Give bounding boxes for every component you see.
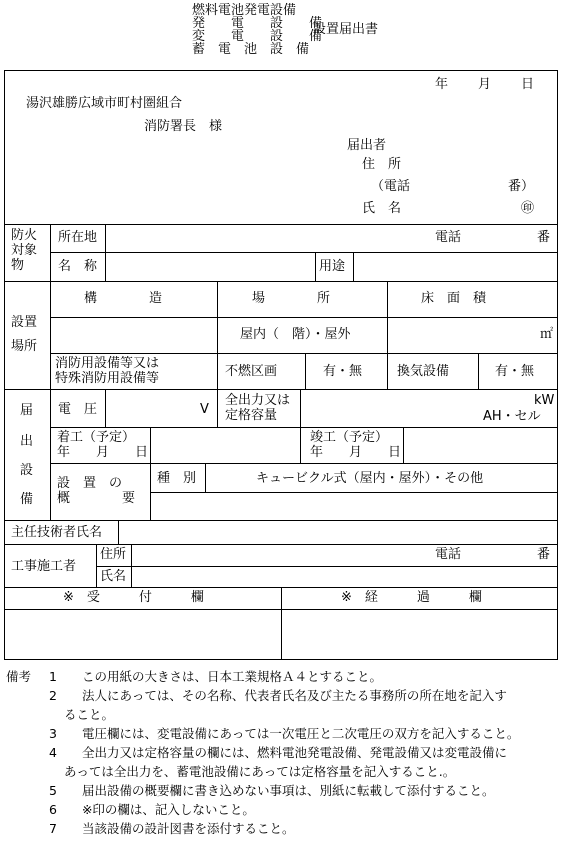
- equip-group-2: 出: [20, 434, 34, 449]
- date-day: 日: [521, 77, 535, 92]
- remark-1: 1 この用紙の大きさは、日本工業規格Ａ４とすること。: [49, 669, 382, 684]
- remark-2b: ること。: [64, 707, 115, 722]
- place-header: 場 所: [252, 291, 331, 306]
- progress-column-header: ※ 経 過 欄: [341, 590, 482, 605]
- finish-date-line2: 年 月 日: [310, 445, 402, 460]
- remark-2a: 2 法人にあっては、その名称、代表者氏名及び主たる事務所の所在地を記入す: [49, 688, 507, 703]
- chief-engineer-label: 主任技術者氏名: [11, 525, 103, 540]
- date-month: 月: [478, 77, 492, 92]
- floor-area-header: 床 面 積: [421, 291, 487, 306]
- addressee: 湯沢雄勝広域市町村圏組合: [26, 96, 183, 111]
- summary-line1: 設 置 の: [57, 476, 123, 491]
- contractor-phone-ban: 番: [537, 547, 551, 562]
- output-line2: 定格容量: [225, 408, 278, 423]
- target-group-1: 防火: [11, 228, 38, 243]
- name-label: 名 称: [58, 259, 98, 274]
- remark-4a: 4 全出力又は定格容量の欄には、燃料電池発電設備、発電設備又は変電設備に: [49, 745, 507, 760]
- ventilation-yes-no: 有・無: [495, 364, 535, 379]
- structure-header: 構 造: [84, 291, 163, 306]
- nonflammable-label: 不燃区画: [225, 364, 278, 379]
- use-label: 用途: [319, 259, 346, 274]
- equip-group-4: 備: [20, 492, 34, 507]
- remark-5: 5 届出設備の概要欄に書き込めない事項は、別紙に転載して添付すること。: [49, 783, 495, 798]
- notifier-phone-open: （電話: [371, 179, 411, 194]
- title-suffix: 設置届出書: [313, 22, 379, 37]
- contractor-label: 工事施工者: [11, 559, 77, 574]
- title-line-battery: 蓄 電 池 設 備: [192, 42, 310, 57]
- fire-chief: 消防署長 様: [144, 119, 223, 134]
- notifier-label: 届出者: [347, 138, 387, 153]
- square-meter-unit: ㎡: [540, 327, 554, 342]
- indoor-outdoor-option: 屋内（ 階）・屋外: [240, 327, 351, 342]
- location-label: 所在地: [58, 230, 98, 245]
- target-phone-ban: 番: [537, 230, 551, 245]
- voltage-unit: V: [200, 402, 209, 417]
- title-line-fuel-cell: 燃料電池発電設備: [192, 3, 297, 18]
- notifier-name: 氏 名: [362, 201, 402, 216]
- voltage-label: 電 圧: [58, 402, 98, 417]
- finish-date-line1: 竣工（予定）: [310, 430, 389, 445]
- equip-group-1: 届: [20, 403, 34, 418]
- equip-group-3: 設: [20, 463, 34, 478]
- type-label: 種 別: [157, 471, 197, 486]
- summary-line2: 概 要: [57, 491, 136, 506]
- seal-mark: ㊞: [521, 201, 535, 216]
- date-year: 年: [435, 77, 449, 92]
- remark-4b: あっては全出力を、蓄電池設備にあっては定格容量を記入すること.。: [64, 764, 456, 779]
- target-group-2: 対象: [11, 243, 38, 258]
- receipt-column-header: ※ 受 付 欄: [63, 590, 204, 605]
- output-line1: 全出力又は: [225, 393, 291, 408]
- site-group-1: 設置: [11, 315, 38, 330]
- remark-7: 7 当該設備の設計図書を添付すること。: [49, 821, 295, 836]
- kw-unit: kW: [534, 393, 555, 408]
- target-group-3: 物: [11, 258, 25, 273]
- title-line-substation: 変 電 設 備: [192, 29, 323, 44]
- nonflammable-yes-no: 有・無: [323, 364, 363, 379]
- start-date-line2: 年 月 日: [57, 445, 149, 460]
- remark-6: 6 ※印の欄は、記入しないこと。: [49, 802, 255, 817]
- fire-equipment-line1: 消防用設備等又は: [55, 356, 160, 371]
- ah-cell-unit: AH・セル: [483, 409, 541, 424]
- ventilation-label: 換気設備: [397, 364, 450, 379]
- contractor-phone-label: 電話: [435, 547, 462, 562]
- fire-equipment-line2: 特殊消防用設備等: [55, 371, 160, 386]
- notifier-address: 住 所: [362, 157, 402, 172]
- contractor-name-label: 氏名: [100, 569, 127, 584]
- title-line-generation: 発 電 設 備: [192, 16, 323, 31]
- contractor-address-label: 住所: [100, 547, 127, 562]
- cubicle-option: キュービクル式（屋内・屋外）・その他: [256, 471, 484, 486]
- start-date-line1: 着工（予定）: [57, 430, 136, 445]
- target-phone-label: 電話: [435, 230, 462, 245]
- site-group-2: 場所: [11, 339, 38, 354]
- remarks-heading: 備考: [6, 669, 32, 684]
- remark-3: 3 電圧欄には、変電設備にあっては一次電圧と二次電圧の双方を記入すること。: [49, 726, 520, 741]
- notifier-phone-close: 番）: [508, 179, 535, 194]
